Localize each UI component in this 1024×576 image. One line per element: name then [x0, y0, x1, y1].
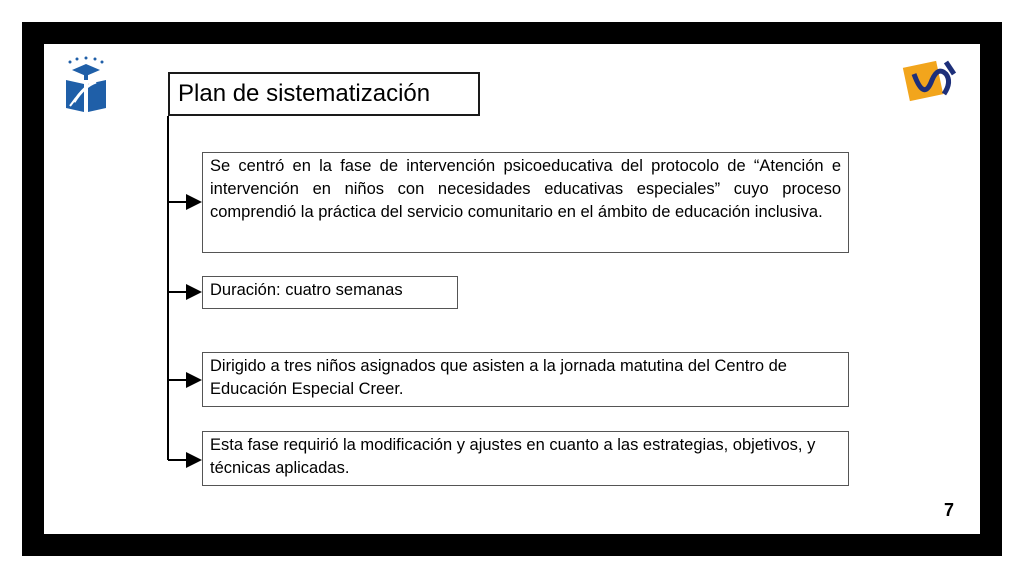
item-protocol: Se centró en la fase de intervención psicoeducativa del protocolo de “Atención e intervención en niños con necesidades educativas especiales” cuyo proceso comprendió la práctica del servicio comunitario en el ámbito de educación inclusiva.: [202, 152, 849, 253]
slide-canvas: [44, 44, 980, 534]
page-number: 7: [943, 500, 954, 520]
item-adjustments: Esta fase requirió la modificación y ajustes en cuanto a las estrategias, objetivos, y técnicas aplicadas.: [202, 431, 849, 486]
slide-title: Plan de sistematización: [168, 72, 480, 116]
item-target-children: Dirigido a tres niños asignados que asisten a la jornada matutina del Centro de Educación Especial Creer.: [202, 352, 849, 407]
item-duration: Duración: cuatro semanas: [202, 276, 458, 309]
